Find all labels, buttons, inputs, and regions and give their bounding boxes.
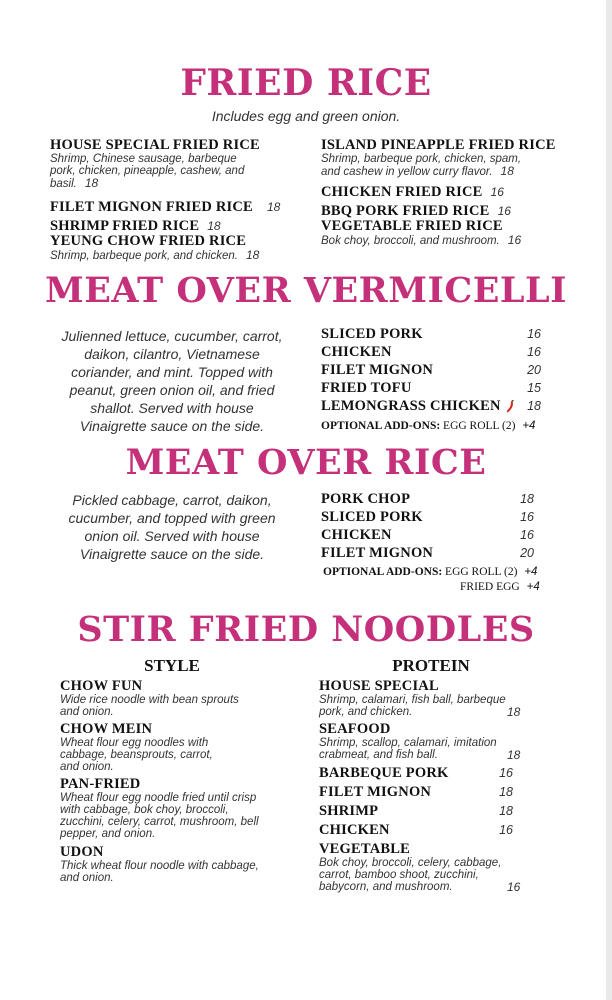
item-name: SLICED PORK [321, 326, 423, 342]
item-desc: Bok choy, broccoli, and mushroom. [321, 235, 500, 247]
fried-rice-title: FRIED RICE [180, 62, 432, 104]
item-name: ISLAND PINEAPPLE FRIED RICE [321, 137, 556, 153]
menu-row [321, 361, 541, 379]
desc-line: onion oil. Served with house [84, 528, 260, 544]
vermicelli-addons [321, 420, 535, 432]
menu-row [321, 343, 541, 361]
item-name: FILET MIGNON [319, 784, 432, 800]
item-name: HOUSE SPECIAL FRIED RICE [50, 137, 260, 153]
addons-label: OPTIONAL ADD-ONS: [323, 566, 443, 578]
stir-fried-noodles-title: STIR FRIED NOODLES [77, 609, 535, 650]
item-name: VEGETABLE [319, 841, 410, 857]
item-name: FRIED TOFU [321, 380, 412, 396]
noodle-style [60, 777, 305, 840]
item-name: VEGETABLE FRIED RICE [321, 218, 503, 234]
addon-price: +4 [526, 581, 540, 593]
item-desc: pork, and chicken. [319, 706, 413, 718]
item-desc: Wheat flour egg noodles with [60, 737, 209, 749]
menu-row [319, 783, 519, 801]
item-name: SEAFOOD [319, 721, 391, 737]
item-price: 16 [520, 510, 534, 524]
item-price: 18 [499, 804, 513, 818]
menu-item [50, 234, 310, 262]
item-name: SLICED PORK [321, 509, 423, 525]
item-desc: Thick wheat flour noodle with cabbage, [60, 860, 259, 872]
item-desc: with cabbage, bok choy, broccoli, [60, 804, 229, 816]
desc-line: coriander, and mint. Topped with [71, 364, 273, 380]
item-price: 18 [245, 248, 260, 262]
item-name: FILET MIGNON [321, 362, 434, 378]
noodle-style [60, 845, 300, 884]
noodle-protein [319, 842, 529, 893]
item-price: 16 [507, 880, 521, 894]
item-desc: Shrimp, Chinese sausage, barbeque [50, 153, 237, 165]
item-name: YEUNG CHOW FRIED RICE [50, 233, 247, 249]
item-price: 16 [490, 185, 504, 199]
menu-row [321, 544, 534, 562]
item-price: 18 [507, 705, 521, 719]
item-desc: Shrimp, calamari, fish ball, barbeque [319, 694, 506, 706]
item-price: 18 [527, 399, 541, 413]
menu-item [50, 196, 310, 215]
item-desc: pork, chicken, pineapple, cashew, and [50, 165, 245, 177]
item-name: CHICKEN [321, 527, 392, 543]
item-desc: zucchini, celery, carrot, mushroom, bell [60, 816, 259, 828]
item-price: 18 [207, 219, 221, 233]
addon-name: EGG ROLL (2) [443, 420, 516, 432]
menu-row [321, 325, 541, 343]
vermicelli-title: MEAT OVER VERMICELLI [44, 270, 568, 311]
menu-row [321, 490, 534, 508]
item-name: SHRIMP FRIED RICE [50, 218, 200, 234]
item-price: 16 [497, 204, 511, 218]
menu-row [319, 802, 519, 820]
desc-line: Vinaigrette sauce on the side. [79, 418, 265, 434]
desc-line: Pickled cabbage, carrot, daikon, [72, 492, 272, 508]
meat-over-rice-title: MEAT OVER RICE [125, 442, 487, 483]
item-price: 18 [520, 492, 534, 506]
item-price: 20 [527, 363, 541, 377]
item-desc: babycorn, and mushroom. [319, 881, 453, 893]
item-name: LEMONGRASS CHICKEN [321, 398, 501, 414]
item-name: CHOW FUN [60, 678, 143, 694]
noodle-protein [319, 722, 519, 761]
protein-heading: PROTEIN [392, 656, 470, 675]
noodle-style [60, 679, 300, 718]
item-price: 18 [500, 164, 514, 178]
menu-item [50, 215, 310, 234]
addon-name: EGG ROLL (2) [445, 566, 518, 578]
item-name: FILET MIGNON [321, 545, 434, 561]
item-name: PORK CHOP [321, 491, 411, 507]
item-desc: and cashew in yellow curry flavor. [321, 166, 493, 178]
item-desc: carrot, bamboo shoot, zucchini, [319, 869, 479, 881]
menu-row [319, 821, 519, 839]
item-name: SHRIMP [319, 803, 379, 819]
menu-item [321, 200, 581, 219]
item-price: 18 [266, 200, 281, 214]
item-price: 16 [527, 327, 541, 341]
menu-row [321, 379, 541, 397]
item-name: FILET MIGNON FRIED RICE [50, 199, 253, 215]
item-price: 15 [527, 381, 541, 395]
menu-item [321, 138, 581, 178]
rice-description [50, 491, 294, 563]
rice-addons [323, 566, 537, 578]
item-desc: basil. [50, 178, 77, 190]
style-heading: STYLE [144, 656, 200, 675]
item-price: 16 [499, 823, 513, 837]
addon-price: +4 [522, 420, 536, 432]
item-name: PAN-FRIED [60, 776, 141, 792]
item-desc: crabmeat, and fish ball. [319, 749, 438, 761]
rice-addon-fried-egg [460, 581, 540, 593]
addon-price: +4 [524, 566, 538, 578]
item-price: 18 [499, 785, 513, 799]
item-desc: Wide rice noodle with bean sprouts [60, 694, 239, 706]
item-desc: pepper, and onion. [60, 828, 156, 840]
menu-row [321, 397, 541, 415]
menu-item [321, 181, 581, 200]
item-desc: Shrimp, barbeque pork, and chicken. [50, 250, 238, 262]
item-desc: and onion. [60, 761, 114, 773]
item-price: 16 [507, 233, 522, 247]
item-name: CHICKEN [321, 344, 392, 360]
menu-row [321, 508, 534, 526]
item-name: HOUSE SPECIAL [319, 678, 439, 694]
noodle-protein [319, 679, 519, 718]
item-desc: and onion. [60, 706, 114, 718]
item-name: CHICKEN [319, 822, 390, 838]
desc-line: Julienned lettuce, cucumber, carrot, [61, 328, 283, 344]
item-name: UDON [60, 844, 104, 860]
desc-line: peanut, green onion oil, and fried [69, 382, 275, 398]
desc-line: Vinaigrette sauce on the side. [79, 546, 265, 562]
item-desc: Shrimp, scallop, calamari, imitation [319, 737, 497, 749]
item-desc: Wheat flour egg noodle fried until crisp [60, 792, 257, 804]
item-price: 18 [507, 748, 521, 762]
noodle-style [60, 722, 300, 773]
item-desc: cabbage, beansprouts, carrot, [60, 749, 213, 761]
addon-name: FRIED EGG [460, 581, 520, 593]
menu-item [321, 219, 581, 247]
fried-rice-subtitle: Includes egg and green onion. [211, 108, 401, 124]
item-price: 16 [499, 766, 513, 780]
item-price: 16 [520, 528, 534, 542]
menu-row [321, 526, 534, 544]
item-name: CHICKEN FRIED RICE [321, 184, 483, 200]
vermicelli-description [50, 327, 294, 435]
item-price: 16 [527, 345, 541, 359]
menu-item [50, 138, 300, 190]
page-edge [606, 0, 612, 1000]
item-desc: and onion. [60, 872, 114, 884]
desc-line: cucumber, and topped with green [68, 510, 276, 526]
desc-line: daikon, cilantro, Vietnamese [84, 346, 260, 362]
menu-row [319, 764, 519, 782]
item-desc: Shrimp, barbeque pork, chicken, spam, [321, 153, 522, 165]
desc-line: shallot. Served with house [90, 400, 254, 416]
chili-pepper-icon [505, 400, 515, 413]
addons-label: OPTIONAL ADD-ONS: [321, 420, 441, 432]
item-name: BBQ PORK FRIED RICE [321, 203, 490, 219]
item-name: CHOW MEIN [60, 721, 153, 737]
item-price: 18 [84, 176, 99, 190]
item-price: 20 [520, 546, 534, 560]
item-name: BARBEQUE PORK [319, 765, 449, 781]
item-desc: Bok choy, broccoli, celery, cabbage, [319, 857, 502, 869]
